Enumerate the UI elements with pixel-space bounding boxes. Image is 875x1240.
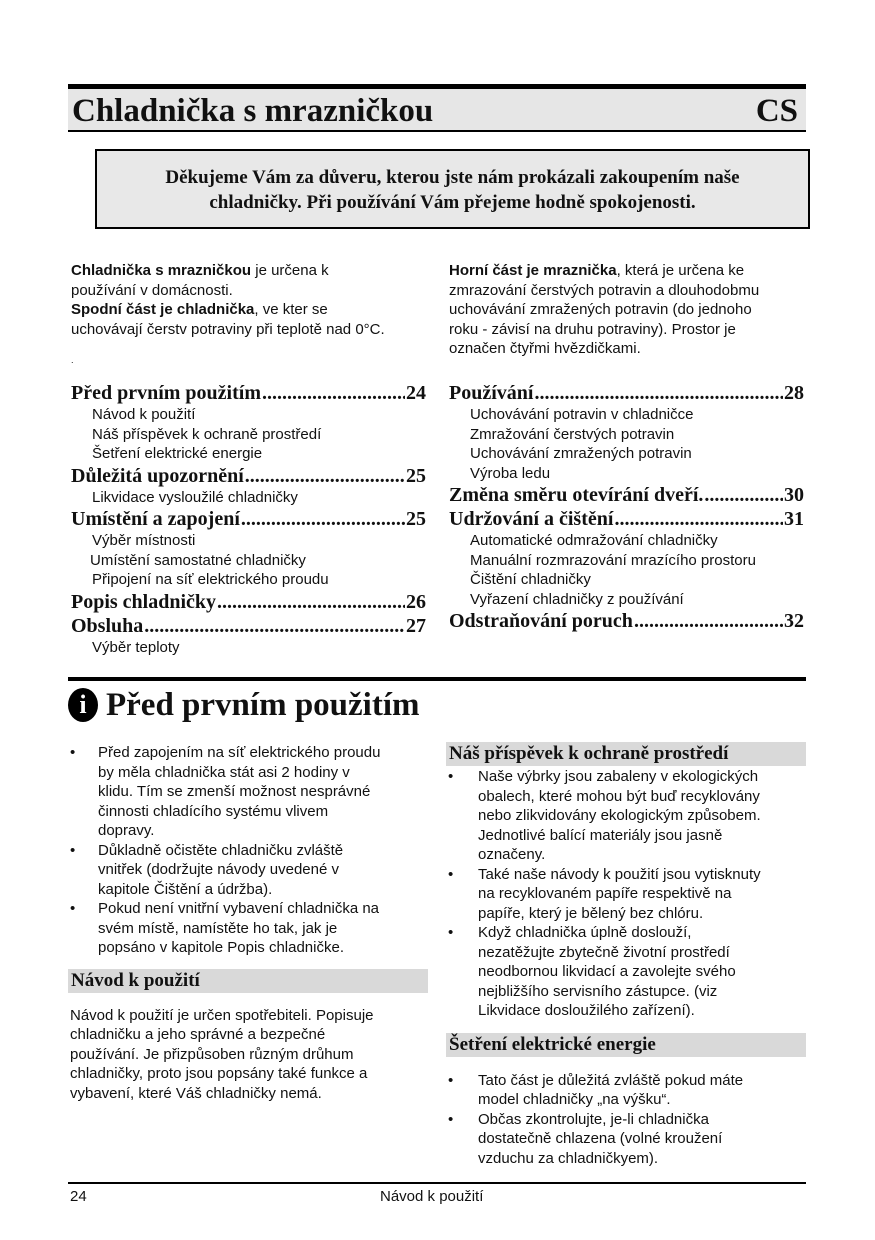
- list-item: [68, 841, 428, 900]
- list-line: činnosti chladícího systému vlivem: [98, 802, 329, 820]
- list-line: dostatečně chlazena (volné kroužení: [478, 1130, 723, 1147]
- page-title: Chladnička s mrazničkou: [72, 93, 434, 129]
- toc-right: [449, 381, 804, 633]
- language-code: CS: [755, 93, 798, 129]
- footer-rule: [68, 1182, 806, 1184]
- thank-you-line-1: Děkujeme Vám za důveru, kterou jste nám prokázali zakoupením naše: [165, 167, 740, 188]
- list-line: • Důkladně očistěte chladničku zvláště: [98, 841, 344, 859]
- intro-text: , která je určena ke: [616, 262, 745, 279]
- list-line: označeny.: [478, 846, 546, 863]
- intro-dot: .: [71, 355, 74, 365]
- toc-subentry[interactable]: Návod k použití: [92, 406, 196, 423]
- toc-title: Odstraňování poruch: [449, 610, 633, 632]
- toc-subentry[interactable]: Uchovávání potravin v chladničce: [470, 406, 694, 423]
- toc-title: Popis chladničky: [71, 590, 217, 613]
- env-list: [446, 767, 806, 1021]
- manual-paragraph: [68, 1006, 428, 1104]
- list-line: na recyklovaném papíře respektivě na: [478, 885, 732, 902]
- intro-text: uchovávání zmražených potravin (do jednoho: [449, 301, 752, 318]
- toc-page: 32: [784, 610, 804, 632]
- para-line: chladničku a jeho správné a bezpečné: [70, 1026, 326, 1043]
- toc-subentry[interactable]: Automatické odmražování chladničky: [470, 532, 718, 549]
- section-title: Před prvním použitím: [106, 686, 420, 723]
- toc-entry[interactable]: [71, 507, 426, 531]
- toc-page: 24: [406, 382, 426, 404]
- list-line: popsáno v kapitole Popis chladničke.: [98, 939, 344, 956]
- body-right: [446, 742, 806, 1168]
- list-item: [68, 743, 428, 841]
- intro-text: , ve kter se: [254, 301, 328, 318]
- list-item: [446, 767, 806, 865]
- list-line: papíře, který je bělený bez chlóru.: [478, 904, 704, 922]
- intro-text: je určena k: [251, 262, 329, 279]
- list-line: obalech, které mohou být buď recyklovány: [478, 787, 760, 805]
- body-left: [68, 743, 428, 1103]
- list-line: neodbornou likvidací a zavolejte svého: [478, 963, 736, 980]
- intro-text: zmrazování čerstvých potravin a dlouhodobmu: [449, 281, 760, 299]
- intro-term-freezer: Horní část je mraznička: [449, 262, 617, 279]
- page-number: 24: [70, 1188, 87, 1205]
- toc-title: Před prvním použitím: [71, 382, 261, 404]
- toc-page: 25: [406, 464, 426, 487]
- toc-title: Obsluha: [71, 614, 144, 637]
- title-bar: [68, 84, 806, 132]
- list-line: • Také naše návody k použití jsou vytisknuty: [478, 865, 761, 883]
- intro-text: používání v domácnosti.: [71, 281, 233, 299]
- toc-entry[interactable]: [71, 614, 426, 638]
- toc-title: Změna směru otevírání dveří.: [449, 484, 704, 506]
- list-line: • Pokud není vnitřní vybavení chladnička na: [98, 900, 380, 917]
- para-line: vybavení, které Váš chladničky nemá.: [70, 1084, 322, 1102]
- list-line: nebo zlikvidovány ekologickým způsobem.: [478, 807, 761, 824]
- toc-page: 26: [406, 590, 426, 613]
- toc-entry[interactable]: [71, 464, 426, 488]
- toc-subentry[interactable]: Výroba ledu: [470, 464, 551, 482]
- intro-left: [71, 261, 431, 371]
- list-line: Likvidace dosloužilého zařízení).: [478, 1002, 695, 1019]
- list-item: [446, 865, 806, 924]
- toc-page: 31: [784, 508, 804, 530]
- energy-heading: Šetření elektrické energie: [446, 1033, 806, 1057]
- toc-subentry[interactable]: Likvidace vysloužilé chladničky: [92, 488, 298, 506]
- list-line: dopravy.: [98, 822, 155, 839]
- toc-subentry[interactable]: Šetření elektrické energie: [92, 445, 263, 462]
- list-line: vnitřek (dodržujte návody uvedené v: [98, 861, 339, 878]
- toc-entry[interactable]: [449, 381, 804, 405]
- list-line: nejbližšího servisního zástupce. (viz: [478, 982, 718, 1000]
- list-line: kapitole Čištění a údržba).: [98, 880, 273, 898]
- intro-right: [449, 261, 809, 359]
- para-line: používání. Je přizpůsoben různým drůhum: [70, 1045, 354, 1063]
- intro-term-fridge-freezer: Chladnička s mrazničkou: [71, 262, 252, 279]
- toc-subentry[interactable]: Výběr místnosti: [92, 532, 196, 549]
- list-item: [446, 923, 806, 1021]
- para-line: Návod k použití je určen spotřebiteli. Popisuje: [70, 1006, 374, 1024]
- toc-title: Udržování a čištění: [449, 508, 614, 530]
- thank-you-box: [95, 149, 810, 229]
- energy-list: [446, 1071, 806, 1169]
- thank-you-line-2: chladničky. Při používání Vám přejeme hodně spokojenosti.: [209, 192, 696, 213]
- list-line: nezatěžujte zbytečně životní prostředí: [478, 943, 730, 961]
- list-item: [68, 899, 428, 958]
- list-line: • Naše výbrky jsou zabaleny v ekologických: [478, 768, 759, 785]
- list-line: by měla chladnička stát asi 2 hodiny v: [98, 763, 350, 781]
- list-line: • Tato část je důležitá zvláště pokud máte: [478, 1071, 744, 1089]
- toc-subentry[interactable]: Vyřazení chladničky z používání: [470, 590, 684, 608]
- toc-subentry[interactable]: Připojení na síť elektrického proudu: [92, 571, 329, 588]
- list-item: [446, 1110, 806, 1169]
- list-line: Jednotlivé balící materiály jsou jasně: [478, 826, 723, 844]
- list-line: • Občas zkontrolujte, je-li chladnička: [478, 1110, 709, 1128]
- toc-page: 25: [406, 508, 426, 530]
- list-line: svém místě, namístěte ho tak, jak je: [98, 919, 338, 937]
- prep-list: [68, 743, 428, 958]
- toc-entry[interactable]: [449, 483, 804, 507]
- toc-title: Používání: [449, 382, 534, 404]
- toc-title: Důležitá upozornění: [71, 464, 244, 487]
- toc-entry[interactable]: [449, 507, 804, 531]
- toc-entry[interactable]: [71, 590, 426, 614]
- toc-left: [71, 381, 426, 657]
- list-line: klidu. Tím se zmenší možnost nesprávné: [98, 783, 371, 800]
- manual-heading: Návod k použití: [68, 969, 428, 993]
- toc-subentry[interactable]: Čištění chladničky: [470, 571, 591, 588]
- intro-term-fridge: Spodní část je chladnička: [71, 301, 255, 318]
- toc-subentry[interactable]: Manuální rozmrazování mrazícího prostoru: [470, 551, 756, 569]
- toc-subentry[interactable]: Uchovávání zmražených potravin: [470, 445, 692, 462]
- toc-title: Umístění a zapojení: [71, 508, 240, 530]
- list-item: [446, 1071, 806, 1110]
- toc-subentry[interactable]: Výběr teploty: [92, 638, 180, 656]
- intro-text: uchovávají čerstv potraviny při teplotě nad 0°C.: [71, 320, 385, 338]
- toc-page: 27: [406, 614, 426, 637]
- toc-entry[interactable]: [71, 381, 426, 405]
- toc-page: 30: [784, 484, 804, 506]
- env-heading: Náš příspěvek k ochraně prostředí: [446, 742, 806, 766]
- toc-subentry[interactable]: Umístění samostatné chladničky: [90, 551, 306, 569]
- toc-entry[interactable]: [449, 609, 804, 633]
- section-rule: [68, 677, 806, 681]
- intro-text: označen čtyřmi hvězdičkami.: [449, 340, 641, 357]
- list-line: • Když chladnička úplně doslouží,: [478, 924, 692, 941]
- section-heading: [68, 683, 419, 727]
- list-line: • Před zapojením na síť elektrického proudu: [98, 744, 381, 761]
- intro-text: roku - závisí na druhu potraviny). Prostor je: [449, 320, 736, 338]
- para-line: chladničky, proto jsou popsány také funkce a: [70, 1065, 368, 1082]
- toc-subentry[interactable]: Náš příspěvek k ochraně prostředí: [92, 425, 322, 443]
- toc-subentry[interactable]: Zmražování čerstvých potravin: [470, 425, 675, 443]
- toc-page: 28: [784, 382, 804, 404]
- list-line: model chladničky „na výšku“.: [478, 1091, 671, 1108]
- list-line: vzduchu za chladničkyem).: [478, 1149, 659, 1167]
- footer-label: Návod k použití: [380, 1188, 484, 1205]
- info-icon: i: [68, 688, 98, 722]
